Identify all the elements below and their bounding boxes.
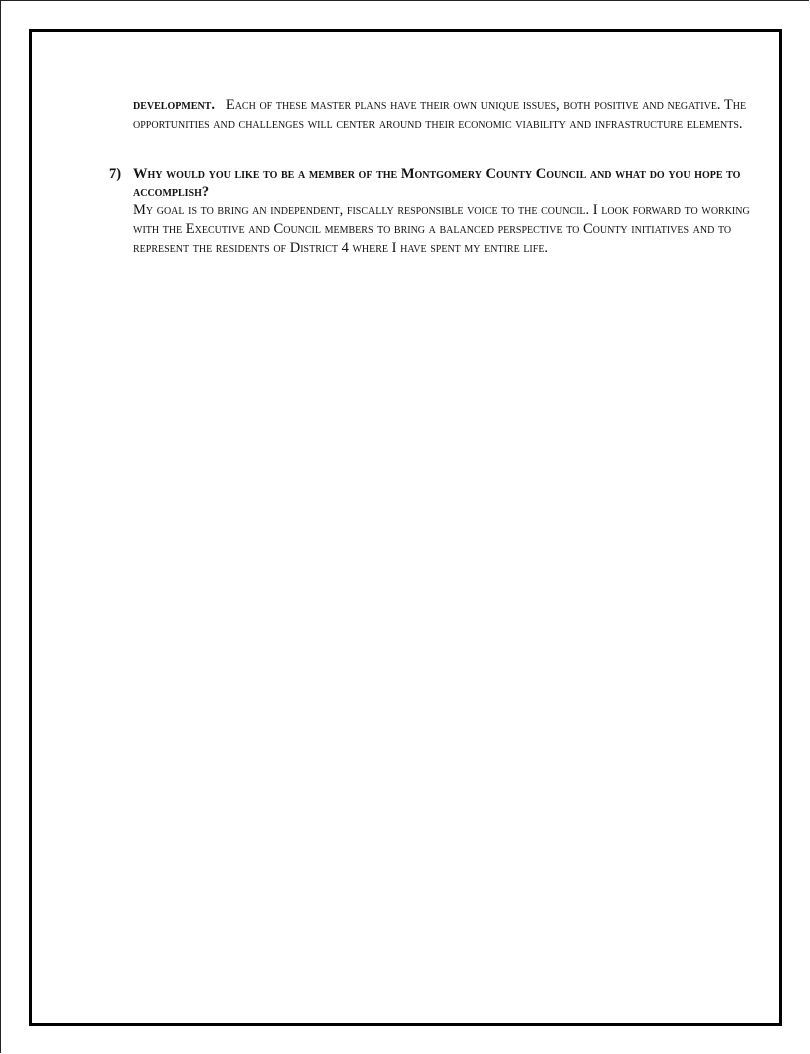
continued-paragraph-lead: development. — [133, 97, 215, 113]
continued-paragraph-body: Each of these master plans have their own unique issues, both positive and negative. The opportunities and challenges will center around their economic viability and infrastructure elements. — [133, 97, 747, 132]
document-content — [109, 96, 753, 258]
continued-paragraph — [133, 96, 753, 134]
question-7 — [109, 165, 753, 258]
question-number: 7) — [109, 166, 122, 182]
question-title: Why would you like to be a member of the Montgomery County Council and what do you hope to accomplish? — [133, 166, 741, 200]
question-answer: My goal is to bring an independent, fiscally responsible voice to the council. I look forward to working with the Executive and Council members to bring a balanced perspective to County initiatives and to represent the residents of District 4 where I have spent my entire life. — [133, 202, 750, 256]
